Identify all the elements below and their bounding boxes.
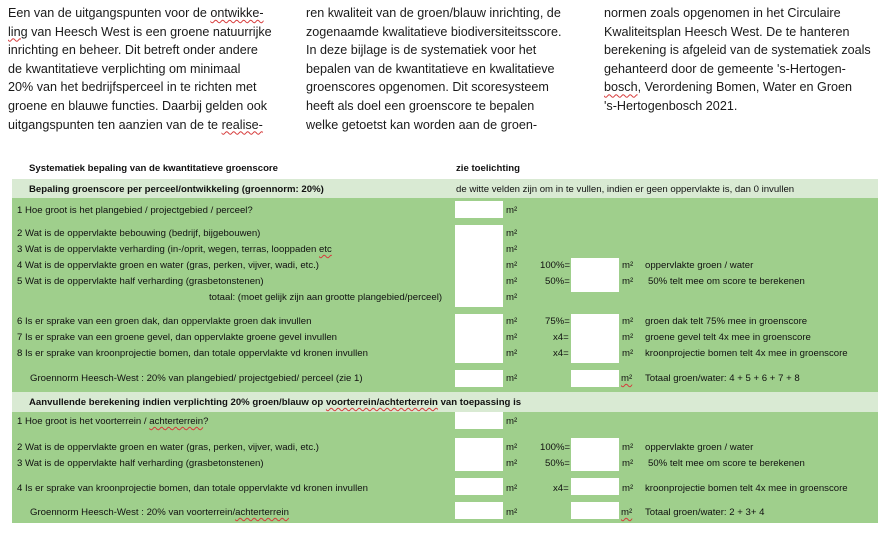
- s2-factor-q2: 100%=: [540, 442, 571, 453]
- unit-m2: m²: [622, 276, 634, 287]
- unit-m2: m²: [622, 483, 634, 494]
- input-oppervlakte-6-8[interactable]: [455, 314, 503, 363]
- text-line: heeft als doel een groenscore te bepalen: [306, 98, 535, 113]
- output-s2-2-3: [571, 438, 619, 471]
- row-q8: 8 Is er sprake van kroonprojectie bomen, dan totale oppervlakte vd kronen invullen: [17, 348, 368, 359]
- row-totaal: totaal: (moet gelijk zijn aan grootte plangebied/perceel): [209, 292, 443, 303]
- text-line: welke getoetst kan worden aan de groen-: [306, 117, 538, 132]
- factor-q7: x4=: [553, 332, 569, 343]
- text-line: ontwikke-: [210, 6, 264, 20]
- s2-norm-text: Groennorm Heesch-West : 20% van voorterrein/: [30, 507, 236, 518]
- text-line: de kwantitatieve verplichting om minimaal: [8, 61, 241, 76]
- text-line: groenscores opgenomen. Dit scoresysteem: [306, 80, 549, 95]
- note-totaal: Totaal groen/water: 4 + 5 + 6 + 7 + 8: [645, 373, 800, 384]
- s2-factor-q3: 50%=: [545, 458, 570, 469]
- input-voorterrein[interactable]: [455, 412, 503, 429]
- note-q5: 50% telt mee om score te berekenen: [648, 276, 805, 287]
- row-q3-etc: etc: [319, 244, 332, 255]
- text-line: zogenaamde kwalitatieve biodiversiteitsscore.: [306, 24, 562, 39]
- sheet-title-note: zie toelichting: [456, 163, 520, 174]
- unit-m2: m²: [506, 244, 518, 255]
- text-line: ling: [8, 24, 28, 39]
- row-q2: 2 Wat is de oppervlakte bebouwing (bedrijf, bijgebouwen): [17, 228, 261, 239]
- unit-m2: m²: [506, 458, 518, 469]
- text-column-1: [8, 4, 272, 134]
- unit-m2: m²: [506, 483, 518, 494]
- section1-header-note: de witte velden zijn om in te vullen, indien er geen oppervlakte is, dan 0 invullen: [456, 184, 795, 195]
- row-q5: 5 Wat is de oppervlakte half verharding (grasbetonstenen): [17, 276, 264, 287]
- unit-m2: m²: [621, 373, 633, 384]
- text-line: inrichting en beheer. Dit betreft onder andere: [8, 43, 258, 58]
- note-q7: groene gevel telt 4x mee in groenscore: [645, 332, 811, 343]
- unit-m2: m²: [506, 292, 518, 303]
- s2-row-q1-text: 1 Hoe groot is het voorterrein /: [17, 416, 150, 427]
- s2-row-q1-terrein: achterterrein: [149, 416, 204, 427]
- text-line: Kwaliteitsplan Heesch West. De te hanteren: [604, 24, 850, 39]
- output-totaal-groen: [571, 370, 619, 387]
- s2-note-q4: kroonprojectie bomen telt 4x mee in groenscore: [645, 483, 848, 494]
- factor-q5: 50%=: [545, 276, 570, 287]
- row-q1: 1 Hoe groot is het plangebied / projectgebied / perceel?: [17, 205, 253, 216]
- s2-note-q3: 50% telt mee om score te berekenen: [648, 458, 805, 469]
- text-line: bosch: [604, 80, 638, 95]
- factor-q6: 75%=: [545, 316, 570, 327]
- s2-row-q3: 3 Wat is de oppervlakte half verharding (grasbetonstenen): [17, 458, 264, 469]
- text-line: van Heesch West is een groene natuurrijke: [27, 24, 272, 39]
- row-q3-text: 3 Wat is de oppervlakte verharding (in-/oprit, wegen, terras, looppaden: [17, 244, 320, 255]
- text-line: uitgangspunten ten aanzien van de te: [8, 117, 222, 132]
- text-line: 20% van het bedrijfsperceel in te richten met: [8, 80, 257, 95]
- s2-row-groennorm: [30, 507, 289, 518]
- text-line: ren kwaliteit van de groen/blauw inrichting, de: [306, 6, 561, 20]
- text-line: Een van de uitgangspunten voor de: [8, 6, 211, 20]
- output-groennorm: [455, 370, 503, 387]
- section2-header-b: voorterrein/achterterrein: [325, 397, 438, 408]
- s2-note-q2: oppervlakte groen / water: [645, 442, 754, 453]
- row-groennorm: Groennorm Heesch-West : 20% van plangebied/ projectgebied/ perceel (zie 1): [30, 373, 363, 384]
- text-line: realise-: [221, 117, 263, 132]
- output-groennorm-s2: [455, 502, 503, 519]
- input-oppervlakte-2-5[interactable]: [455, 225, 503, 307]
- output-4-5: [571, 258, 619, 292]
- text-line: , Verordening Bomen, Water en Groen: [637, 80, 853, 95]
- unit-m2: m²: [506, 260, 518, 271]
- input-oppervlakte-s2[interactable]: [455, 438, 503, 471]
- s2-row-q1-mark: ?: [203, 416, 209, 427]
- section2-header: [29, 397, 521, 408]
- unit-m2: m²: [506, 228, 518, 239]
- output-6-8: [571, 314, 619, 363]
- input-kroonprojectie-s2[interactable]: [455, 478, 503, 495]
- row-q6: 6 Is er sprake van een groen dak, dan oppervlakte groen dak invullen: [17, 316, 312, 327]
- section2-header-c: van toepassing is: [437, 397, 522, 408]
- text-line: bepalen van de kwantitatieve en kwalitatieve: [306, 61, 555, 76]
- unit-m2: m²: [622, 458, 634, 469]
- sheet-title: Systematiek bepaling van de kwantitatieve groenscore: [29, 163, 278, 174]
- section1-header: Bepaling groenscore per perceel/ontwikkeling (groennorm: 20%): [29, 184, 324, 195]
- unit-m2: m²: [622, 332, 634, 343]
- output-s2-4: [571, 478, 619, 495]
- text-line: 's-Hertogenbosch 2021.: [604, 98, 738, 113]
- factor-q8: x4=: [553, 348, 569, 359]
- factor-q4: 100%=: [540, 260, 571, 271]
- unit-m2: m²: [622, 260, 634, 271]
- text-column-2: [306, 4, 562, 134]
- unit-m2: m²: [622, 348, 634, 359]
- text-line: gehanteerd door de gemeente 's-Hertogen-: [604, 61, 846, 76]
- row-q3: [17, 244, 332, 255]
- s2-row-q4: 4 Is er sprake van kroonprojectie bomen, dan totale oppervlakte vd kronen invullen: [17, 483, 368, 494]
- text-line: groene en blauwe functies. Daarbij gelden ook: [8, 98, 268, 113]
- output-totaal-s2: [571, 502, 619, 519]
- unit-m2: m²: [621, 507, 633, 518]
- note-q6: groen dak telt 75% mee in groenscore: [645, 316, 808, 327]
- unit-m2: m²: [622, 442, 634, 453]
- row-q4: 4 Wat is de oppervlakte groen en water (gras, perken, vijver, wadi, etc.): [17, 260, 319, 271]
- text-line: normen zoals opgenomen in het Circulaire: [604, 6, 841, 20]
- note-q8: kroonprojectie bomen telt 4x mee in groenscore: [645, 348, 848, 359]
- unit-m2: m²: [506, 507, 518, 518]
- s2-factor-q4: x4=: [553, 483, 569, 494]
- unit-m2: m²: [622, 316, 634, 327]
- s2-row-q2: 2 Wat is de oppervlakte groen en water (gras, perken, vijver, wadi, etc.): [17, 442, 319, 453]
- input-plangebied[interactable]: [455, 201, 503, 218]
- note-q4: oppervlakte groen / water: [645, 260, 754, 271]
- s2-norm-terrein: achterterrein: [235, 507, 289, 518]
- s2-note-totaal: Totaal groen/water: 2 + 3+ 4: [645, 507, 765, 518]
- unit-m2: m²: [506, 205, 518, 216]
- unit-m2: m²: [506, 416, 518, 427]
- unit-m2: m²: [506, 316, 518, 327]
- text-line: In deze bijlage is de systematiek voor het: [306, 43, 537, 58]
- row-q7: 7 Is er sprake van een groene gevel, dan oppervlakte groene gevel invullen: [17, 332, 338, 343]
- unit-m2: m²: [506, 276, 518, 287]
- text-line: berekening is afgeleid van de systematiek zoals: [604, 43, 871, 58]
- text-column-3: [604, 4, 871, 116]
- unit-m2: m²: [506, 373, 518, 384]
- s2-row-q1: [17, 416, 208, 427]
- unit-m2: m²: [506, 348, 518, 359]
- section2-header-a: Aanvullende berekening indien verplichting 20% groen/blauw op: [29, 397, 326, 408]
- unit-m2: m²: [506, 332, 518, 343]
- unit-m2: m²: [506, 442, 518, 453]
